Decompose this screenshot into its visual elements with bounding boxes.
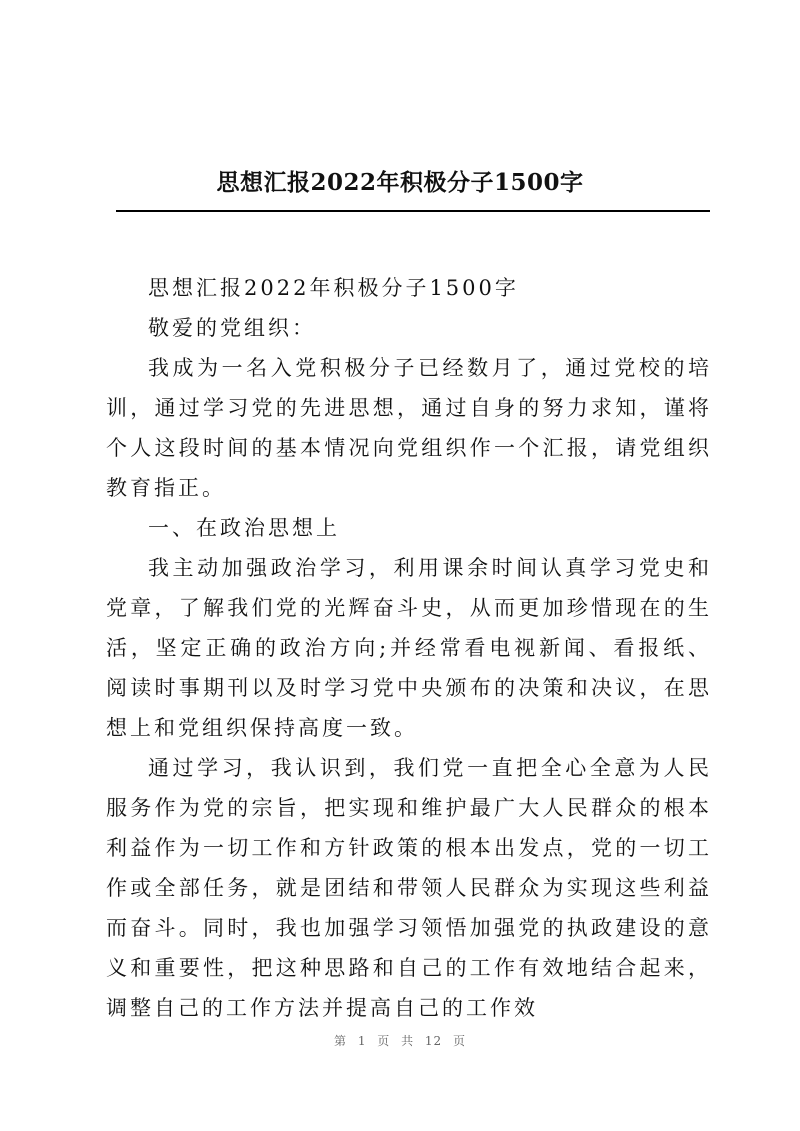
paragraph-politics: 我主动加强政治学习，利用课余时间认真学习党史和党章，了解我们党的光辉奋斗史，从而更加珍惜现在的生活，坚定正确的政治方向;并经常看电视新闻、看报纸、阅读时事期刊以及时学习党中央颁布的决策和决议，在思想上和党组织保持高度一致。 [106, 556, 712, 740]
paragraph-learning: 通过学习，我认识到，我们党一直把全心全意为人民服务作为党的宗旨，把实现和维护最广大人民群众的根本利益作为一切工作和方针政策的根本出发点，党的一切工作或全部任务，就是团结和带领人民群众为实现这些利益而奋斗。同时，我也加强学习领悟加强党的执政建设的意义和重要性，把这种思路和自己的工作有效地结合起来，调整自己的工作方法并提高自己的工作效 [106, 756, 712, 1020]
document-body [106, 268, 712, 1028]
section-heading-politics: 一、在政治思想上 [148, 516, 340, 540]
paragraph-intro: 我成为一名入党积极分子已经数月了，通过党校的培训，通过学习党的先进思想，通过自身的努力求知，谨将个人这段时间的基本情况向党组织作一个汇报，请党组织教育指正。 [106, 356, 712, 500]
page-footer: 第 1 页 共 12 页 [334, 1034, 466, 1048]
document-title: 思想汇报2022年积极分子1500字 [216, 169, 584, 196]
title-underline [116, 210, 710, 212]
paragraph-salutation: 敬爱的党组织： [148, 316, 316, 340]
paragraph-heading-repeat: 思想汇报2022年积极分子1500字 [148, 276, 519, 300]
